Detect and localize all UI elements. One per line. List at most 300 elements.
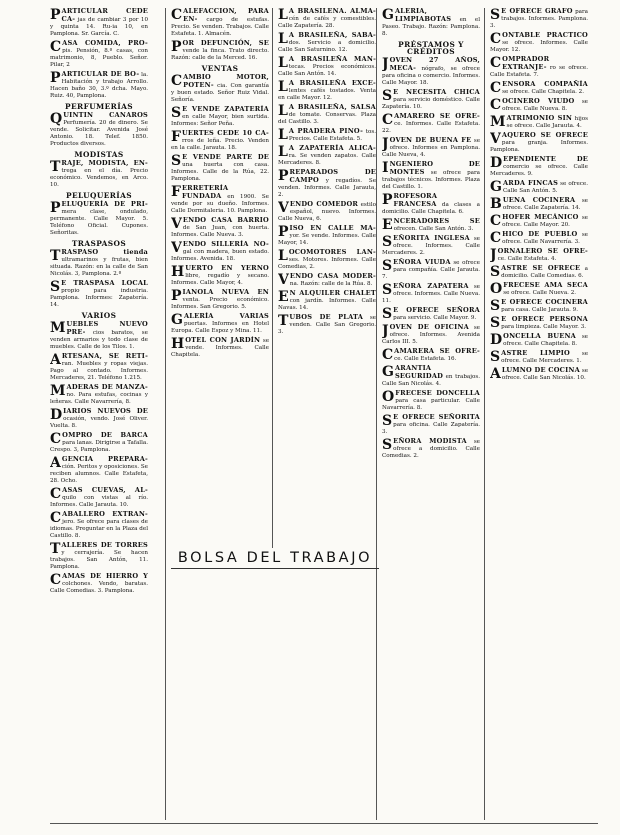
drop-cap: A <box>50 352 61 368</box>
drop-cap: C <box>171 8 183 23</box>
ad-body: no. Para estufas, cocinas y leñeras. Calle Navarrería, 8. <box>50 392 148 405</box>
column-rule <box>484 8 485 820</box>
ad-body: lentes cafés tostados. Venta en calle Mayor. 12. <box>278 88 376 101</box>
ad-lead: E OFRECE COCINERA <box>501 298 588 306</box>
drop-cap: M <box>50 320 66 336</box>
classified-ad <box>382 89 480 111</box>
ad-lead: EÑORA VIUDA <box>393 258 451 266</box>
ad-body: tos. Precios. Calle Estafeta. 5. <box>288 129 376 142</box>
ad-lead: OVEN DE BUENA FE <box>389 136 472 144</box>
classified-ad <box>490 333 588 348</box>
ad-lead: RASPASO tienda <box>61 248 148 256</box>
classified-ad <box>382 307 480 322</box>
ad-lead: LUMNO DE COCINA <box>501 366 580 374</box>
drop-cap: S <box>490 8 501 23</box>
classified-ad <box>382 113 480 135</box>
ad-lead: ORNALERO SE OFRE- <box>497 247 588 255</box>
drop-cap: C <box>50 572 62 588</box>
classified-ad <box>50 384 148 406</box>
ad-lead: ARANTIA SEGURIDAD <box>394 364 444 380</box>
ad-lead: ASTRE SE OFRECE <box>501 264 581 272</box>
ad-lead: FRECESE AMA SECA <box>503 281 588 289</box>
ad-lead: ISO EN CALLE MA- <box>289 224 376 232</box>
drop-cap: S <box>490 298 501 314</box>
classified-ad <box>490 282 588 297</box>
ad-lead: OVEN DE OFICINA <box>389 323 469 331</box>
ad-body: para granja. Informes. Pamplona. <box>490 140 588 153</box>
classified-ad <box>171 241 269 263</box>
ad-lead: HOFER MECÁNICO <box>502 213 579 221</box>
drop-cap: F <box>171 129 181 145</box>
drop-cap: L <box>278 144 288 160</box>
ad-body: mera clase, ondulado, permanente. Calle Mayor. 5. Teléfono Oficial. Cupones. Señoritas. <box>50 209 148 236</box>
ad-body: para lanas. Dirigirse a Tafalla. Crespo. 3, Pamplona. <box>50 440 148 453</box>
ad-lead: UINTIN CANAROS <box>63 111 148 119</box>
drop-cap: J <box>382 56 389 72</box>
classified-ad <box>490 231 588 246</box>
drop-cap: P <box>171 288 182 304</box>
ad-body: una huerta con casa. Informes. Calle de la Rúa, 22. Pamplona. <box>171 162 269 182</box>
ad-lead: ENDO SILLERÍA NO- <box>182 240 269 248</box>
classified-ad <box>278 145 376 167</box>
drop-cap: S <box>382 306 393 322</box>
drop-cap: D <box>490 332 503 348</box>
drop-cap: G <box>490 179 502 195</box>
ad-body: para oficina. Calle Zapatería. 3. <box>382 422 480 435</box>
drop-cap: S <box>382 258 393 274</box>
classified-ad <box>50 408 148 430</box>
drop-cap: L <box>278 8 288 23</box>
ad-body: ofrecen. Calle San Antón. 3. <box>393 226 474 232</box>
column-2 <box>171 8 269 543</box>
classified-ad <box>171 130 269 152</box>
drop-cap: J <box>382 323 389 339</box>
ad-body: se ofrece. Calle Mercaderes. 1. <box>501 351 588 364</box>
ad-lead: E VENDE ZAPATERÍA <box>182 105 269 113</box>
ad-lead: ADERAS DE MANZA- <box>66 383 148 391</box>
classified-ad <box>50 8 148 38</box>
ad-lead: RTESANA, SE RETI- <box>61 352 148 360</box>
column-5 <box>490 8 588 384</box>
classified-ad <box>50 511 148 540</box>
ad-lead: ABALLERO EXTRAN- <box>62 510 148 518</box>
classified-ad <box>171 185 269 215</box>
ad-body: para servicio. Calle Mayor. 9. <box>393 315 477 321</box>
drop-cap: D <box>50 407 63 423</box>
ad-body: ce. Calle Estafeta. 4. <box>497 256 557 262</box>
drop-cap: P <box>50 70 61 86</box>
section-heading: VARIOS <box>81 311 117 320</box>
drop-cap: H <box>171 264 185 280</box>
classified-ad <box>490 316 588 331</box>
ad-body: cargo de estufas. Precio. Se venden. Trabajos. Calle Estafeta. 1. Almacén. <box>171 17 269 37</box>
classified-ad <box>278 32 376 54</box>
ad-lead: ELUQUERÍA DE PRI- <box>61 200 148 208</box>
classified-ad <box>50 432 148 454</box>
classified-ad <box>50 40 148 69</box>
ad-body: se ofrece. Calle Nueva. 2. <box>503 290 577 296</box>
ad-lead: OVEN 27 AÑOS, MECA- <box>389 56 480 72</box>
classified-ad <box>490 32 588 54</box>
classified-ad <box>490 8 588 30</box>
ad-lead: AMBIO MOTOR, POTEN- <box>183 73 269 89</box>
ad-lead: UEBLES NUEVO PRE- <box>66 320 148 336</box>
ad-body: se venden. Calle San Gregorio. 3. <box>278 315 376 335</box>
ad-body: se ofrece. Calle San Antón. 5. <box>502 181 588 194</box>
ad-body: a domicilio. Calle Comedias. 6. <box>501 266 588 279</box>
drop-cap: T <box>50 248 61 264</box>
ad-body: se vende. Informes. Calle Chapitela. <box>171 338 269 358</box>
column-rule <box>376 8 377 820</box>
drop-cap: S <box>490 349 501 365</box>
ad-body: se ofrece para trabajos técnicos. Informes. Plaza del Castillo. 1. <box>382 170 480 190</box>
ad-body: colchones. Vendo, baratas. Calle Comedias. 3. Pamplona. <box>50 581 148 594</box>
ad-body: jero. Se ofrece para clases de idiomas. Preguntar en la Plaza del Castillo. 8. <box>50 519 148 539</box>
ad-lead: OTEL CON JARDÍN <box>185 336 261 344</box>
drop-cap: G <box>382 364 394 380</box>
ad-lead: A BRASILEÑA MAN- <box>288 55 376 63</box>
ad-body: gal con madera, buen estado. Informes. Avenida. 18. <box>171 249 269 262</box>
bolsa-del-trabajo-banner: BOLSA DEL TRABAJO <box>171 550 379 569</box>
drop-cap: F <box>171 184 181 200</box>
drop-cap: L <box>278 103 288 119</box>
column-3 <box>278 8 376 543</box>
drop-cap: C <box>50 431 62 447</box>
classified-ad <box>278 80 376 102</box>
classified-ad <box>382 193 480 216</box>
drop-cap: C <box>382 347 394 363</box>
classified-ad <box>171 106 269 128</box>
drop-cap: L <box>278 127 288 143</box>
ad-body: se ofrece. Informes. Calle Mercaderes. 2. <box>382 236 480 256</box>
drop-cap: T <box>50 159 61 175</box>
ad-lead: OMPRO DE BARCA <box>62 431 148 439</box>
ad-lead: REPARADOS DE CAMPO <box>289 168 376 184</box>
ad-lead: A BRASILEÑA, SABA- <box>288 31 376 39</box>
classified-ad <box>382 161 480 191</box>
classified-ad <box>50 112 148 148</box>
classified-ad <box>490 367 588 382</box>
ad-body: se ofrece. Informes. Avenida Carlos III. 5. <box>382 325 480 345</box>
column-rule <box>165 8 166 820</box>
ad-body: comercio se ofrece. Calle Mercaderes. 9. <box>490 164 588 177</box>
ad-lead: E NECESITA CHICA <box>393 88 480 96</box>
ad-lead: AMARERO SE OFRE- <box>394 112 480 120</box>
classified-ad <box>382 235 480 257</box>
ad-lead: UBOS DE PLATA <box>289 313 364 321</box>
classified-ad <box>278 169 376 199</box>
section-heading: PELUQUERÍAS <box>65 191 132 200</box>
drop-cap: A <box>50 455 61 471</box>
classified-ad <box>171 337 269 359</box>
drop-cap: S <box>171 153 182 169</box>
ad-lead: ASAS CUEVAS, AL- <box>62 486 148 494</box>
classified-ad <box>171 154 269 183</box>
drop-cap: L <box>278 248 288 264</box>
ad-body: ocasión, vendo. José Oliver. Vuelta. 8. <box>50 416 148 429</box>
ad-body: se ofrece. Calle Chapitela. 8. <box>503 334 588 347</box>
drop-cap: C <box>50 486 62 502</box>
classified-ad <box>490 248 588 263</box>
ad-body: se ofrece. Calle Mayor. 20. <box>502 215 588 228</box>
drop-cap: V <box>171 216 182 232</box>
classified-ad <box>490 132 588 154</box>
classified-ad <box>50 71 148 100</box>
drop-cap: S <box>382 88 393 104</box>
classified-ad <box>490 180 588 195</box>
ad-body: estilo español, nuevo. Informes. Calle Nueva, 6. <box>278 202 376 222</box>
drop-cap: G <box>171 312 183 328</box>
ad-lead: HICO DE PUEBLO <box>502 230 578 238</box>
ad-lead: ONCELLA BUENA <box>503 332 576 340</box>
ad-body: hijos se ofrece. Calle Jarauta. 4. <box>506 116 588 129</box>
drop-cap: C <box>490 31 502 47</box>
section-heading: MODISTAS <box>74 150 124 159</box>
ad-lead: NCERADORES SE <box>393 217 480 225</box>
drop-cap: C <box>490 80 502 96</box>
classified-ad <box>382 348 480 363</box>
classified-ad <box>50 542 148 571</box>
ad-lead: ALERÍA VARIAS <box>183 312 269 320</box>
ad-lead: UERTO EN YERNO <box>185 264 269 272</box>
ad-body: en trabajos. Calle San Nicolás. 4. <box>382 374 480 387</box>
ad-lead: ASTRE LIMPIO <box>501 349 570 357</box>
ad-lead: FRECESE DONCELLA <box>395 389 480 397</box>
ad-body: ultramarinos y frutas, bien situada. Razón: en la calle de San Nicolás. 3, Pamplona. 2.º <box>50 257 148 277</box>
classified-ad <box>490 197 588 212</box>
ad-lead: EÑORITA INGLESA <box>393 234 470 242</box>
ad-lead: EÑORA ZAPATERA <box>393 282 469 290</box>
ad-body: propio para industria. Pamplona. Informes: Zapatería. 14. <box>50 288 148 308</box>
classified-ad <box>50 456 148 485</box>
drop-cap: I <box>382 160 389 176</box>
bottom-rule <box>50 823 598 824</box>
drop-cap: P <box>278 168 289 184</box>
ad-body: pis. Pensión, 8.º casas, con matrimonio, 8, Pueblo. Señor. Pilar, 2 <box>50 48 148 68</box>
ad-lead: OCINERO VIUDO <box>502 97 575 105</box>
ad-body: da clases a domicilio. Calle Chapitela. 6. <box>382 202 480 215</box>
ad-lead: ARDA FINCAS <box>502 179 559 187</box>
ad-lead: IANOLA NUEVA EN <box>182 288 269 296</box>
ad-lead: A ZAPATERÍA ALICA- <box>288 144 376 152</box>
ad-lead: ROFESORA FRANCESA <box>393 192 438 208</box>
classified-ad <box>278 290 376 312</box>
ad-body: para trabajos. Informes. Pamplona. 3. <box>490 9 588 29</box>
ad-body: se ofrece. Calle Navarrería. 3. <box>502 232 588 245</box>
drop-cap: S <box>382 413 393 429</box>
classified-ad <box>382 137 480 159</box>
ad-lead: ARTICULAR CEDE CA- <box>61 8 148 23</box>
classified-ad <box>278 56 376 78</box>
classified-ad <box>490 81 588 96</box>
drop-cap: O <box>490 281 503 297</box>
ad-body: yor. Se vende. Informes. Calle Mayor, 14. <box>278 233 376 246</box>
classified-ad <box>382 57 480 87</box>
ad-lead: EÑORA MODISTA <box>393 437 467 445</box>
ad-body: en 1900. Se vende por su dueño. Informes. Calle Dormitaleria. 10. Pamplona. <box>171 194 269 214</box>
ad-lead: E OFRECE SEÑORITA <box>393 413 480 421</box>
ad-body: de San Juan, con huerta. Informes. Calle Nueva. 3. <box>171 225 269 238</box>
drop-cap: L <box>278 79 288 95</box>
column-rule <box>272 8 273 548</box>
classified-ad <box>171 289 269 311</box>
section-heading: TRASPASOS <box>71 239 127 248</box>
drop-cap: J <box>382 136 389 152</box>
drop-cap: P <box>171 39 182 55</box>
drop-cap: S <box>382 282 393 298</box>
ad-body: en el Paseo. Trabajo. Razón: Pamplona. 8. <box>382 17 480 37</box>
ad-lead: UENA COCINERA <box>502 196 576 204</box>
drop-cap: O <box>382 389 395 405</box>
classified-ad <box>382 390 480 412</box>
classified-ad <box>490 56 588 79</box>
classified-ad <box>50 249 148 278</box>
section-heading: PRÉSTAMOS Y CRÉDITOS <box>398 40 464 56</box>
ad-body: dos. Servicio a domicilio. Calle San Saturnino. 12. <box>278 40 376 53</box>
classified-ad <box>490 214 588 229</box>
ad-body: con jardín. Informes. Calle Navas. 14. <box>278 298 376 311</box>
classified-ad <box>50 487 148 509</box>
ad-lead: EPENDIENTE DE <box>503 155 588 163</box>
ad-body: se ofrece. Informes en Pamplona. Calle Nueva, 4. <box>382 138 480 158</box>
ad-body: se ofrece a domicilio. Calle Comedias. 2. <box>382 439 480 459</box>
classified-ad <box>278 128 376 143</box>
ad-body: cén de cafés y comestibles. Calle Zapatería. 28. <box>278 16 376 29</box>
ad-lead: ASA COMIDA, PRO- <box>62 39 148 47</box>
ad-lead: ENDO COMEDOR <box>289 200 359 208</box>
drop-cap: V <box>278 200 289 216</box>
ad-lead: ENSORA COMPAÑÍA <box>502 80 588 88</box>
drop-cap: V <box>171 240 182 256</box>
classified-ad <box>490 98 588 113</box>
drop-cap: E <box>278 289 289 305</box>
classified-ad <box>50 280 148 309</box>
ad-body: tecas. Precios económicos. Calle San Antón. 14. <box>278 64 376 77</box>
ad-lead: ALEFACCIÓN, PARA EN- <box>183 8 269 23</box>
classified-ad <box>382 259 480 281</box>
ad-lead: ALLERES DE TORRES <box>61 541 148 549</box>
section-heading: PERFUMERÍAS <box>65 102 133 111</box>
ad-lead: ARTICULAR DE BO- <box>61 70 140 78</box>
classified-ad <box>50 353 148 382</box>
drop-cap: S <box>490 315 501 331</box>
ad-body: ran. Muebles y ropas viejas. Pago al contado. Informes. Mercaderes, 21. Teléfono 1.215. <box>50 361 148 381</box>
classified-ad <box>50 573 148 595</box>
drop-cap: D <box>490 155 503 171</box>
classified-ad <box>382 324 480 346</box>
drop-cap: P <box>382 192 393 208</box>
ad-lead: AMARERA SE OFRE- <box>394 347 480 355</box>
ad-body: jas de cambiar 3 por 10 y quinta 14. Ru-ia 10, en Pamplona. Sr. García. C. <box>50 17 148 37</box>
classified-ad <box>490 156 588 178</box>
ad-lead: ERRETERÍA FUNDADA <box>181 184 229 200</box>
ad-body: y regadíos. Se venden. Informes. Calle Jarauta, 2. <box>278 178 376 198</box>
drop-cap: S <box>490 264 501 280</box>
classified-ad <box>278 201 376 223</box>
drop-cap: B <box>490 196 502 212</box>
classified-ad <box>278 314 376 336</box>
ad-body: cia. Con garantía y buen estado. Señor Ruiz Vidal. Señoría. <box>171 83 269 103</box>
ad-body: la. Habitación y trabajo Arrollo. Hacen baño 30, 3.º dcha. Mayo. Ruiz. 40, Pamplona. <box>50 72 148 99</box>
classified-ad <box>382 8 480 38</box>
ad-lead: A PRADERA PINO- <box>288 127 364 135</box>
classified-ad <box>382 365 480 388</box>
ad-lead: E TRASPASA LOCAL <box>61 279 148 287</box>
drop-cap: Q <box>50 111 63 127</box>
classified-ad <box>490 265 588 280</box>
drop-cap: C <box>382 112 394 128</box>
ad-body: vende la finca. Trato directo. Razón: calle de la Merced. 16. <box>171 48 269 61</box>
ad-body: rros de leña. Precio. Venden en la calle. Jarauta. 18. <box>171 138 269 151</box>
classified-ad <box>171 217 269 239</box>
classified-ad <box>171 40 269 62</box>
ad-body: se ofrece. Calle Chapitela. 2. <box>502 89 584 95</box>
ad-body: quilo con vistas al río. Informes. Calle Jarauta. 10. <box>50 495 148 508</box>
ad-lead: NGENIERO DE MONTES <box>389 160 480 176</box>
drop-cap: S <box>382 234 393 250</box>
drop-cap: H <box>171 336 185 352</box>
ad-body: ce. Informes. Calle Estafeta. 22. <box>382 121 480 134</box>
classified-ad <box>171 313 269 335</box>
ad-lead: E OFRECE PERSONA <box>501 315 588 323</box>
classified-ad <box>382 414 480 436</box>
ad-body: ses. Motores. Informes. Calle Comedias, 2. <box>278 257 376 270</box>
ad-lead: E VENDE PARTE DE <box>182 153 269 161</box>
classified-ad <box>490 299 588 314</box>
classified-ad <box>382 283 480 305</box>
drop-cap: T <box>50 541 61 557</box>
ad-lead: E OFRECE GRAFO <box>501 8 573 15</box>
drop-cap: A <box>490 366 501 382</box>
ad-lead: IARIOS NUEVOS DE <box>63 407 148 415</box>
drop-cap: S <box>50 279 61 295</box>
ad-body: se ofrece. Calle San Nicolás. 10. <box>501 368 588 381</box>
ad-body: nógrafo, se ofrece para oficina o comercio. Informes. Calle Mayor. 18. <box>382 66 480 86</box>
ad-body: ro se ofrece. Calle Estafeta. 7. <box>490 65 588 78</box>
ad-body: y cerrajería. Se hacen trabajos. San Antón, 11. Pamplona. <box>50 550 148 570</box>
classified-ad <box>382 438 480 460</box>
drop-cap: L <box>278 31 288 47</box>
ad-lead: RAJE, MODISTA, EN- <box>61 159 148 167</box>
drop-cap: M <box>490 114 506 130</box>
classified-ad <box>171 74 269 104</box>
drop-cap: G <box>382 8 394 23</box>
ad-body: para servicio doméstico. Calle Zapatería. 10. <box>382 97 480 110</box>
drop-cap: C <box>490 55 502 71</box>
classified-ad <box>50 321 148 351</box>
classified-ad <box>490 115 588 130</box>
drop-cap: C <box>50 510 62 526</box>
ad-body: se ofrece. Calle Zapatería. 14. <box>502 198 588 211</box>
ad-lead: ATRIMONIO SIN <box>506 114 573 122</box>
ad-body: se ofrece. Informes. Calle Mayor. 12. <box>490 40 588 53</box>
ad-lead: AQUERO SE OFRECE <box>501 131 588 139</box>
ad-lead: ENDO CASA MODER- <box>289 272 376 280</box>
ad-lead: OMPRADOR EXTRANJE- <box>502 55 550 71</box>
drop-cap: J <box>490 247 497 263</box>
drop-cap: T <box>278 313 289 329</box>
drop-cap: P <box>50 8 61 23</box>
ad-lead: ONTABLE PRACTICO <box>502 31 588 39</box>
drop-cap: C <box>50 39 62 55</box>
classified-ad <box>278 8 376 30</box>
ad-body: para casa particular. Calle Navarrería. 8. <box>382 398 480 411</box>
column-4 <box>382 8 480 462</box>
ad-lead: AMAS DE HIERRO Y <box>62 572 148 580</box>
classified-ad <box>382 218 480 233</box>
ad-body: venta. Precio económico. Informes. San Gregorio. 5. <box>171 297 269 310</box>
section-heading: VENTAS <box>201 64 239 73</box>
